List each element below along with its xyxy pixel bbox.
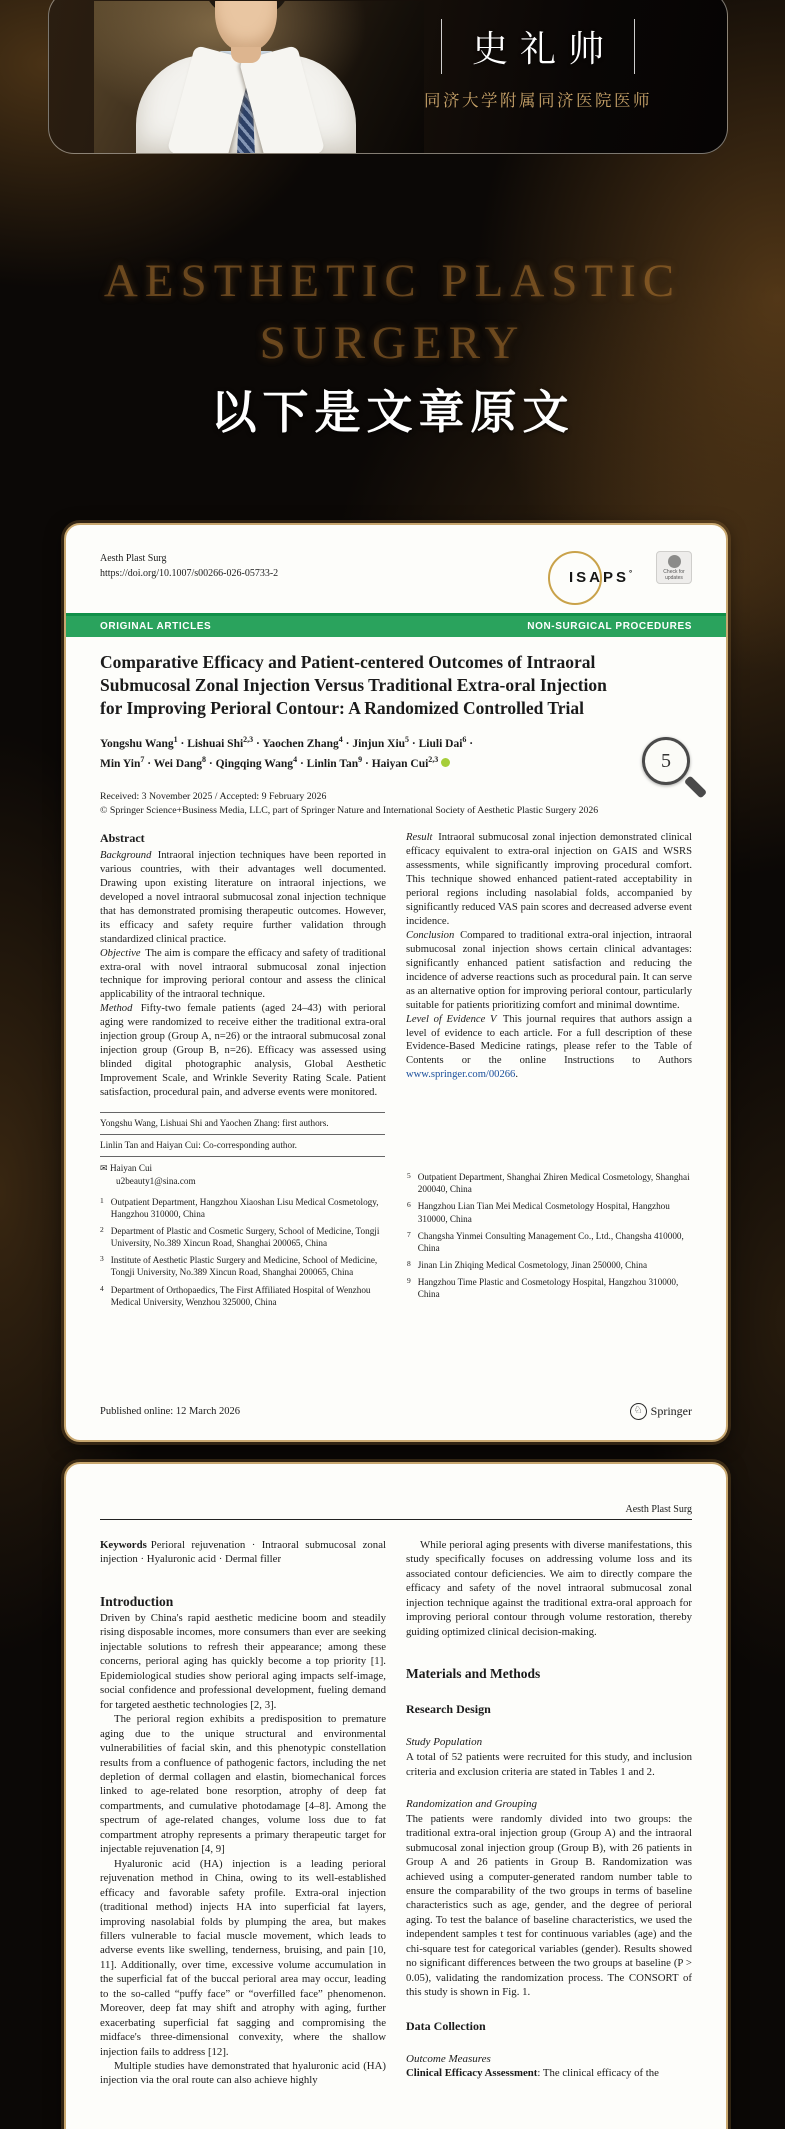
check-updates-icon [668, 555, 681, 568]
avatar-face [215, 1, 277, 51]
envelope-icon: ✉ [100, 1163, 108, 1174]
isaps-reg-mark: ° [629, 569, 636, 578]
doctor-name-frame [441, 19, 635, 74]
abstract-paragraph: Objective The aim is compare the efficacy and safety of traditional extra-oral with novel intraoral submucosal zonal injection technique for improving perioral contour and assess the clinical applicability of the intraoral technique. [100, 947, 386, 1001]
authors-row-2 [100, 754, 439, 770]
check-updates-label: Check for updates [663, 569, 685, 581]
aims-paragraph: While perioral aging presents with diverse manifestations, this study specifically focuses on addressing volume loss and its associated contour deficiencies. We aim to directly compare the efficacy and safety of the novel intraoral submucosal zonal injection technique against the traditional extra-oral approach for improving perioral contour through volume restoration, thereby guiding optimized clinical decision-making. [406, 1539, 692, 1638]
affiliation-item: 7 Changsha Yinmei Consulting Management Co., Ltd., Changsha 410000, China [407, 1229, 684, 1253]
abstract-paragraph: Background Intraoral injection techniques have been reported in various countries, with their advantages well documented. Drawing upon existing literature on intraoral injections, we developed a novel intraoral submucosal zonal injection technique that has demonstrated promising therapeutic outcomes. However, its efficacy and safety require further validation through standardized clinical practice. [100, 849, 386, 945]
received-line: Received: 3 November 2025 / Accepted: 9 February 2026 [100, 790, 327, 802]
original-articles-label: ORIGINAL ARTICLES [100, 621, 212, 632]
watermark-line2: SURGERY [259, 317, 526, 370]
data-collection-heading: Data Collection [406, 2018, 486, 2033]
author-name: Min Yin$^7$ · [100, 754, 154, 770]
copyright-line: © Springer Science+Business Media, LLC, part of Springer Nature and International Society of Aesthetic Plastic Surgery 2026 [100, 805, 599, 817]
affiliation-item: 1 Outpatient Department, Hangzhou Xiaoshan Lisu Medical Cosmetology, Hangzhou 310000, China [100, 1195, 379, 1219]
intro-paragraph-1: Driven by China's rapid aesthetic medicine boom and steadily rising disposable incomes, more consumers than ever are seeking injectable solutions to refresh their appearance; among these concerns, perioral aging has quickly become a top priority [1]. Epidemiological studies show perioral aging impacts self-image, social confidence and professional development, fueling demand for targeted aesthetic technologies [2, 3]. [100, 1611, 386, 1711]
affiliations-right [407, 1171, 692, 1300]
author-name: Yaochen Zhang$^4$ · [262, 735, 353, 751]
author-name: Wei Dang$^8$ · [153, 754, 216, 770]
research-design-heading: Research Design [406, 1702, 491, 1717]
authors-row-1 [100, 735, 474, 751]
intro-paragraph-4: Multiple studies have demonstrated that hyaluronic acid (HA) injection via the oral route can also achieve highly [100, 2060, 386, 2087]
abstract-paragraph: Result Intraoral submucosal zonal injection demonstrated clinical efficacy equivalent to extra-oral injection on GAIS and WSRS assessments, while significantly improving procedural comfort. This technique showed enhanced patient-rated acceptability in perioral regions including nasolabial folds, accompanied by significantly reduced VAS pain scores and decreased adverse event incidence. [406, 831, 692, 927]
isaps-wordmark: ISAPS [569, 569, 630, 586]
author-name: Liuli Dai$^6$ · [418, 735, 474, 751]
doctor-photo [94, 1, 424, 153]
section-heading-cn: 以下是文章原文 [210, 387, 575, 438]
page2-journal-header: Aesth Plast Surg [625, 1504, 692, 1515]
abstract-section [100, 831, 692, 1100]
corresponding-block [100, 1156, 385, 1186]
affiliation-item: 3 Institute of Aesthetic Plastic Surgery and Medicine, School of Medicine, Tongji University, No.389 Xincun Road, Shanghai 200065, China [100, 1254, 378, 1278]
doctor-name: 史礼帅 [471, 29, 616, 69]
affiliation-item: 6 Hangzhou Lian Tian Mei Medical Cosmetology Hospital, Hangzhou 310000, China [407, 1200, 670, 1224]
isaps-logo [548, 551, 644, 605]
footnote-corresponding: Linlin Tan and Haiyan Cui: Co-corresponding author. [100, 1134, 385, 1151]
abstract-paragraph: Conclusion Compared to traditional extra-oral injection, intraoral submucosal zonal injection shows certain clinical advantages: significantly enhanced patient satisfaction and reducing the incidence of adverse reactions such as procedural pain. It can serve as an alternative option for improving perioral contour, particularly suitable for patients prioritizing comfort and minimal downtime. [406, 929, 692, 1011]
study-population-text: A total of 52 patients were recruited for this study, and inclusion criteria and exclusion criteria are stated in Tables 1 and 2. [406, 1751, 692, 1778]
clinical-efficacy-rest: : The clinical efficacy of the [537, 2067, 659, 2080]
affiliation-item: 5 Outpatient Department, Shanghai Zhiren Medical Cosmetology, Shanghai 200040, China [407, 1171, 690, 1195]
abstract-paragraph: Level of Evidence V This journal requires that authors assign a level of evidence to each article. For a full description of these Evidence-Based Medicine ratings, please refer to the Table of Contents or the online Instructions to Authors www.springer.com/00266. [406, 1013, 692, 1081]
corresponding-email[interactable]: u2beauty1@sina.com [116, 1175, 196, 1186]
author-name: Lishuai Shi$^{2,3}$ · [187, 735, 263, 751]
keywords-line [100, 1538, 386, 1567]
study-population-heading: Study Population [406, 1736, 483, 1749]
introduction-heading: Introduction [100, 1593, 174, 1609]
published-online: Published online: 12 March 2026 [100, 1406, 240, 1417]
materials-methods-heading: Materials and Methods [406, 1666, 541, 1682]
author-name: Qingqing Wang$^4$ · [215, 754, 307, 770]
abstract-paragraphs [100, 831, 692, 1100]
author-name: Haiyan Cui$^{2,3}$ [371, 754, 439, 770]
annotation-badge-number: 5 [661, 749, 671, 772]
header-rule [100, 1519, 692, 1520]
clinical-efficacy-text [406, 2066, 692, 2080]
non-surgical-label: NON-SURGICAL PROCEDURES [527, 621, 692, 632]
avatar-neck [231, 47, 261, 63]
abstract-paragraph: Method Fifty-two female patients (aged 24–43) with perioral aging were randomized to receive either the traditional extra-oral injection group (Group A, n=26) or the intraoral submucosal zonal injection group (Group B, n=26). Efficacy was assessed using blinded digital photographic analysis, Global Aesthetic Improvement Scale, and Wrinkle Severity Rating Scale. Patient satisfaction, procedural pain, and adverse events were monitored. [100, 1003, 386, 1099]
randomization-heading: Randomization and Grouping [406, 1797, 537, 1810]
affiliation-item: 9 Hangzhou Time Plastic and Cosmetology Hospital, Hangzhou 310000, China [407, 1276, 679, 1300]
clinical-efficacy-lead: Clinical Efficacy Assessment [406, 2067, 538, 2080]
affiliation-item: 4 Department of Orthopaedics, The First Affiliated Hospital of Wenzhou Medical University, Wenzhou 325000, China [100, 1283, 371, 1307]
author-name: Linlin Tan$^9$ · [306, 754, 372, 770]
randomization-text: The patients were randomly divided into two groups: the traditional extra-oral injection group (Group A) and the intraoral submucosal zonal injection group (Group B), with 26 patients in Group A and 26 patients in Group B. Randomization was achieved using a computer-generated random number table to ensure the comparability of the two groups in terms of baseline characteristics such as age, gender, and the degree of perioral aging. To test the balance of baseline characteristics, we used the independent samples t test for continuous variables (age) and the chi-square test for categorical variables (gender). Results showed no significant differences between the two groups at baseline (P > 0.05), validating the randomization process. The CONSORT of this study is shown in Fig. 1. [406, 1812, 692, 1999]
intro-paragraph-3: Hyaluronic acid (HA) injection is a leading perioral rejuvenation method in China, owing to its well-established efficacy and favorable safety profile. Extra-oral injection (traditional method) injects HA into superficial fat layers, improving nasolabial folds by plumping the area, but makes fillers vulnerable to facial muscle movement, which leads to adverse events like swelling, tenderness, bruising, and pain [10, 11]. Additionally, over time, excessive volume accumulation in the superficial fat of the buccal perioral area may occur, leading to the so-called “puffy face” or “overfilled face” phenomenon. Moreover, deep fat may shift and atrophy with aging, further exacerbating superficial fat sagging and compromising the midface's three-dimensional convexity, where the shallow injection fails to address [12]. [100, 1857, 386, 2058]
footnote-first-authors: Yongshu Wang, Lishuai Shi and Yaochen Zhang: first authors. [100, 1112, 385, 1129]
corresponding-name: Haiyan Cui [110, 1163, 153, 1174]
journal-name: Aesth Plast Surg [100, 553, 167, 564]
orcid-icon [441, 758, 450, 767]
springer-logo [630, 1403, 692, 1420]
springer-horse-icon: ♘ [630, 1403, 647, 1420]
paper-page-2 [64, 1462, 728, 2129]
intro-paragraph-2: The perioral region exhibits a predisposition to premature aging due to the unique structural and environmental vulnerabilities of facial skin, and this phenotypic constellation results from a confluence of pathogenic factors, including the net depletion of dermal collagen and elastin, biomechanical forces linked to age-related bone resorption, atrophy of deep fat compartments, and cumulative photodamage [4–8]. Among the spectrum of age-related changes, volume loss due to fat compartment atrophy represents a primary therapeutic target for injectable rejuvenation [4, 9] [100, 1713, 386, 1856]
abstract-heading: Abstract [100, 830, 145, 845]
watermark-text [0, 250, 785, 374]
springer-instructions-link[interactable]: www.springer.com/00266 [406, 1069, 516, 1081]
watermark-line1: AESTHETIC PLASTIC [103, 255, 682, 307]
springer-wordmark: Springer [650, 1404, 692, 1418]
article-type-banner [66, 613, 726, 637]
article-title: Comparative Efficacy and Patient-centered Outcomes of Intraoral Submucosal Zonal Injection Versus Traditional Extra-oral Injection for Improving Perioral Contour: A Randomized Controlled Trial [100, 652, 607, 719]
magnifier-annotation-icon [642, 737, 690, 785]
check-updates-badge[interactable] [656, 551, 692, 584]
author-name: Yongshu Wang$^1$ · [100, 735, 188, 751]
keywords-text: Perioral rejuvenation · Intraoral submucosal zonal injection · Hyaluronic acid · Dermal filler [100, 1539, 386, 1566]
affiliation-item: 2 Department of Plastic and Cosmetic Surgery, School of Medicine, Tongji University, No.389 Xincun Road, Shanghai 200065, China [100, 1225, 380, 1249]
hero-card [48, 0, 728, 154]
affiliation-item: 8 Jinan Lin Zhiqing Medical Cosmetology, Jinan 250000, China [407, 1259, 648, 1271]
keywords-label: Keywords [100, 1539, 147, 1551]
author-name: Jinjun Xiu$^5$ · [352, 735, 419, 751]
paper-page-1 [64, 523, 728, 1442]
outcome-measures-heading: Outcome Measures [406, 2052, 491, 2065]
affiliations-left [100, 1196, 385, 1308]
doi-text: https://doi.org/10.1007/s00266-026-05733-2 [100, 568, 279, 579]
doctor-title: 同济大学附属同济医院医师 [424, 91, 652, 110]
authors-line [100, 734, 574, 773]
